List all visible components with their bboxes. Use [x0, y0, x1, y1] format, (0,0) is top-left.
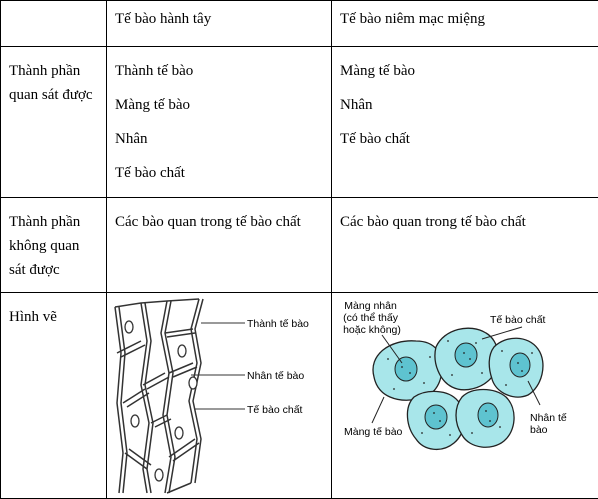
onion-cell-diagram: [107, 293, 331, 497]
onion-nucleus: [131, 415, 139, 427]
cheek-cell-diagram: [332, 293, 598, 497]
header-row: [1, 1, 598, 47]
onion-nucleus: [189, 377, 197, 389]
onion-label-nucleus: Nhân tế bào: [247, 370, 305, 382]
unobservable-cheek-cell: [332, 198, 598, 293]
list-item: Thành tế bào: [115, 63, 194, 79]
row-label-line: Thành phần: [9, 214, 81, 230]
onion-nucleus: [155, 469, 163, 481]
onion-drawing-cell: [107, 293, 332, 499]
list-item: Tế bào chất: [115, 165, 185, 181]
drawing-label-cell: [1, 293, 107, 499]
observable-cheek-cell: [332, 47, 598, 198]
onion-label-cytoplasm: Tế bào chất: [247, 404, 303, 416]
cheek-label-nucleus: Nhân tế bào: [530, 412, 567, 436]
unobservable-label-cell: [1, 198, 107, 293]
observable-label-cell: [1, 47, 107, 198]
header-onion-cell: [107, 1, 332, 47]
header-cheek-cell: [332, 1, 598, 47]
onion-nucleus: [178, 345, 186, 357]
cheek-label-nuclear-membrane: Màng nhân (có thể thấy hoặc không): [343, 300, 401, 336]
cell-text: Các bào quan trong tế bào chất: [340, 214, 526, 230]
header-empty-cell: [1, 1, 107, 47]
cell-text: Các bào quan trong tế bào chất: [115, 214, 301, 230]
cheek-label-cell-membrane: Màng tế bào: [344, 426, 403, 438]
unobservable-onion-cell: [107, 198, 332, 293]
cheek-nucleus: [395, 357, 417, 381]
drawing-row: [1, 293, 598, 499]
list-item: Màng tế bào: [340, 63, 415, 79]
row-label-line: quan sát được: [9, 87, 93, 103]
onion-nucleus: [125, 321, 133, 333]
cheek-nucleus: [455, 343, 477, 367]
cheek-nucleus: [510, 353, 530, 377]
row-label-line: Thành phần: [9, 63, 81, 79]
row-label-line: không quan: [9, 238, 80, 254]
cheek-nucleus: [425, 405, 447, 429]
observable-row: [1, 47, 598, 198]
cheek-drawing-cell: [332, 293, 598, 499]
list-item: Nhân: [115, 131, 148, 147]
row-label: Hình vẽ: [9, 309, 57, 325]
row-label-line: sát được: [9, 262, 60, 278]
list-item: Màng tế bào: [115, 97, 190, 113]
cheek-nucleus: [478, 403, 498, 427]
header-cheek-label: Tế bào niêm mạc miệng: [340, 11, 485, 27]
header-onion-label: Tế bào hành tây: [115, 11, 212, 27]
unobservable-row: [1, 198, 598, 293]
list-item: Tế bào chất: [340, 131, 410, 147]
observable-onion-cell: [107, 47, 332, 198]
onion-nucleus: [175, 427, 183, 439]
cheek-label-cytoplasm: Tế bào chất: [490, 314, 546, 326]
list-item: Nhân: [340, 97, 373, 113]
onion-label-cell-wall: Thành tế bào: [247, 318, 309, 330]
